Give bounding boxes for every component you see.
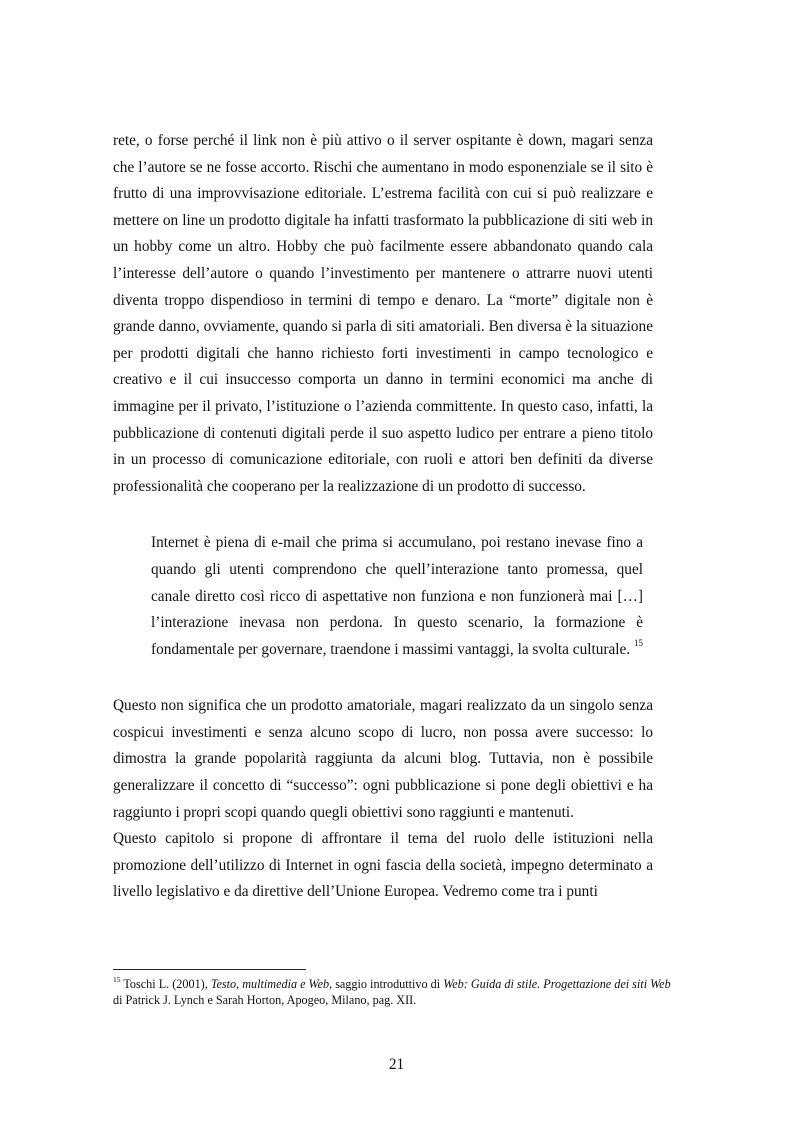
footnote-text-middle: , saggio introduttivo di — [329, 977, 444, 991]
footnote-title-2: Web: Guida di stile. Progettazione dei siti Web — [443, 977, 671, 991]
footnote-text-after: di Patrick J. Lynch e Sarah Horton, Apogeo, Milano, pag. XII. — [113, 993, 417, 1007]
paragraph-2: Questo non significa che un prodotto amatoriale, magari realizzato da un singolo senza cospicui investimenti e senza alcuno scopo di lucro, non possa avere successo: lo dimostra la grande popolarità raggiunta da alcuni blog. Tuttavia, non è possibile generalizzare il concetto di “successo”: ogni pubblicazione si pone degli obiettivi e ha raggiunto i propri scopi quando quegli obiettivi sono raggiunti e mantenuti. — [113, 697, 653, 821]
paragraph-3: Questo capitolo si propone di affrontare il tema del ruolo delle istituzioni nella promozione dell’utilizzo di Internet in ogni fascia della società, impegno determinato a livello legislativo e da direttive dell’Unione Europea. Vedremo come tra i punti — [113, 830, 653, 901]
footnote-number: 15 — [113, 974, 121, 984]
footnote-ref: 15 — [633, 637, 643, 648]
paragraph-1: rete, o forse perché il link non è più attivo o il server ospitante è down, magari senza che l’autore se ne fosse accorto. Rischi che aumentano in modo esponenziale se il sito è frutto di una improvvisazione editoriale. L’estrema facilità con cui si può realizzare e mettere on line un prodotto digitale ha infatti trasformato la pubblicazione di siti web in un hobby come un altro. Hobby che può facilmente essere abbandonato quando cala l’interesse dell’autore o quando l’investimento per mantenere o attrarre nuovi utenti diventa troppo dispendioso in termini di tempo e denaro. La “morte” digitale non è grande danno, ovviamente, quando si parla di siti amatoriali. Ben diversa è la situazione per prodotti digitali che hanno richiesto forti investimenti in campo tecnologico e creativo e il cui insuccesso comporta un danno in termini economici ma anche di immagine per il privato, l’istituzione o l’azienda committente. In questo caso, infatti, la pubblicazione di contenuti digitali perde il suo aspetto ludico per entrare a pieno titolo in un processo di comunicazione editoriale, con ruoli e attori ben definiti da diverse professionalità che cooperano per la realizzazione di un prodotto di successo. — [113, 132, 653, 495]
footnote-title-1: Testo, multimedia e Web — [210, 977, 330, 991]
footnote-divider — [113, 969, 306, 970]
footnote-text-before: Toschi L. (2001), — [123, 977, 211, 991]
footnote — [113, 976, 673, 1008]
page-number: 21 — [388, 1056, 405, 1073]
page-body — [113, 128, 653, 906]
quote-text: Internet è piena di e-mail che prima si accumulano, poi restano inevase fino a quando gli utenti comprendono che quell’interazione tanto promessa, quel canale diretto così ricco di aspettative non funziona e non funzionerà mai […] l’interazione inevasa non perdona. In questo scenario, la formazione è fondamentale per governare, traendone i massimi vantaggi, la svolta culturale. — [151, 534, 643, 658]
block-quote — [151, 530, 643, 663]
